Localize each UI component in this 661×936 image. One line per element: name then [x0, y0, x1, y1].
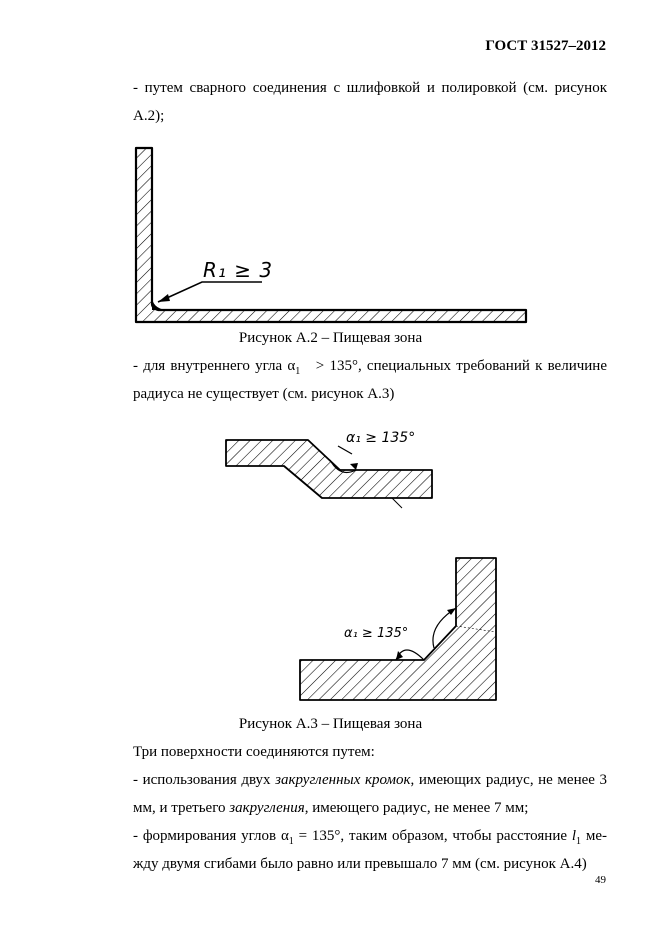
para3-item2-a: - формирования углов α — [133, 828, 289, 844]
figure-a2-profile — [136, 148, 526, 322]
para3-item2-l: l — [571, 828, 577, 844]
para3-item1-line1 — [133, 772, 607, 789]
figure-a2-caption: Рисунок А.2 – Пищевая зона — [238, 330, 423, 346]
para3-item2-sub1: 1 — [288, 836, 294, 847]
figure-a3-top-drawing — [226, 440, 432, 508]
figure-a3-top-tail — [392, 498, 402, 508]
para3-item1-a: - использования двух — [133, 772, 276, 788]
para2-line1-start: - для внутреннего угла α — [133, 358, 296, 374]
para2-line2: радиуса не существует (см. рисунок А.3) — [133, 386, 395, 402]
figure-a3-top-leader — [338, 446, 352, 454]
para3-item1-d: , имеющего радиус, не менее 7 мм; — [304, 800, 529, 816]
figure-a3-top-arrow — [350, 463, 358, 470]
figure-a3-bottom-angle-label: α₁ ≥ 135° — [344, 626, 409, 641]
para3-item2-b: = 135°, таким образом, чтобы расстояние — [293, 828, 572, 844]
para3-item2-line1 — [133, 828, 607, 847]
para1-line1: - путем сварного соединения с шлифовкой и полировкой (см. рисунок — [133, 80, 607, 96]
para3-intro: Три поверхности соединяются путем: — [133, 744, 375, 760]
para3-item1-line2 — [133, 800, 607, 817]
figure-a2-leader — [158, 282, 262, 302]
para1-line2: А.2); — [133, 108, 165, 124]
para3-item2-c: ме- — [581, 828, 607, 844]
para2-line1 — [133, 358, 607, 377]
figure-a3-top-profile — [226, 440, 432, 498]
figure-a2-arrow — [158, 294, 170, 302]
figure-a2-radius-label: R₁ ≥ 3 — [203, 258, 274, 282]
para3-item2-sub2: 1 — [576, 836, 582, 847]
para3-item2-line2: жду двумя сгибами было равно или превышало 7 мм (см. рисунок А.4) — [133, 856, 587, 872]
para3-item1-em2: закругления — [229, 800, 305, 816]
para3-item1-b: , имеющих радиус, не менее 3 — [410, 772, 607, 788]
para2-line1-rest: > 135°, специальных требований к величине — [300, 358, 607, 374]
page-number: 49 — [595, 874, 606, 886]
figure-a3-caption: Рисунок А.3 – Пищевая зона — [238, 716, 423, 732]
para3-item1-c: мм, и третьего — [133, 800, 230, 816]
figure-a2-drawing — [136, 148, 526, 322]
figure-a3-bottom-arrow-left — [396, 651, 403, 660]
document-header: ГОСТ 31527–2012 — [485, 38, 606, 54]
figure-a3-top-angle-label: α₁ ≥ 135° — [346, 430, 416, 446]
para2-line1-sub: 1 — [295, 366, 301, 377]
para3-item1-em1: закругленных кромок — [275, 772, 411, 788]
